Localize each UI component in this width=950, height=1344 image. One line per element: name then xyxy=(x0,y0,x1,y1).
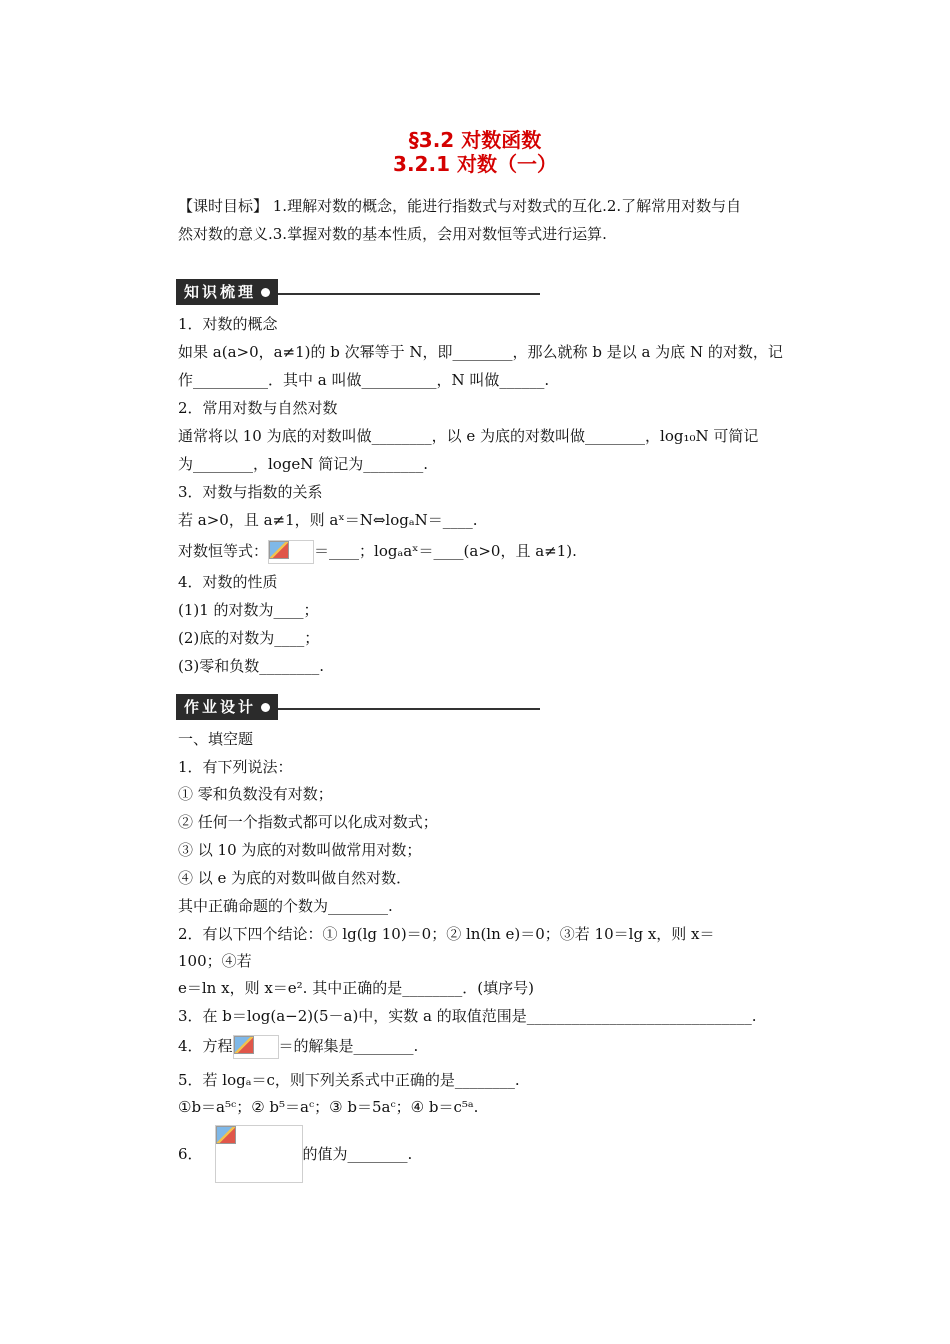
section-tag xyxy=(176,694,278,720)
knowledge-line: 1．对数的概念 xyxy=(178,315,278,333)
homework-line: 1．有下列说法： xyxy=(178,758,293,776)
identity-line xyxy=(178,540,577,564)
homework-line: ② 任何一个指数式都可以化成对数式； xyxy=(178,813,438,831)
section-title: §3.2 对数函数 xyxy=(408,128,542,152)
objectives-line-1: 【课时目标】 1.理解对数的概念，能进行指数式与对数式的互化.2.了解常用对数与自 xyxy=(178,197,742,215)
question-6-label: 6． xyxy=(178,1145,203,1163)
homework-line: ③ 以 10 为底的对数叫做常用对数； xyxy=(178,841,422,859)
question-4-label: 4．方程 xyxy=(178,1037,233,1055)
section-header-knowledge xyxy=(176,279,540,305)
homework-line: ① 零和负数没有对数； xyxy=(178,785,333,803)
dot-icon xyxy=(261,703,270,712)
divider xyxy=(278,293,540,295)
divider xyxy=(278,708,540,710)
identity-text: ＝____；logₐaˣ＝____(a>0，且 a≠1). xyxy=(314,542,577,560)
section-tag-label: 作业设计 xyxy=(184,698,257,716)
knowledge-line: 若 a>0，且 a≠1，则 aˣ＝N⇔logₐN＝____. xyxy=(178,511,478,529)
homework-line: 一、填空题 xyxy=(178,730,254,748)
image-icon xyxy=(234,1036,254,1054)
formula-image xyxy=(233,1035,279,1059)
image-icon xyxy=(269,541,289,559)
dot-icon xyxy=(261,288,270,297)
identity-label: 对数恒等式： xyxy=(178,542,269,560)
homework-line: 3．在 b＝log(a−2)(5－a)中，实数 a 的取值范围是______________________________. xyxy=(178,1007,757,1025)
homework-line: 5．若 logₐ＝c，则下列关系式中正确的是________. xyxy=(178,1071,520,1089)
homework-line: 2．有以下四个结论：① lg(lg 10)＝0；② ln(ln e)＝0；③若 10＝lg x，则 x＝ xyxy=(178,925,715,943)
formula-image xyxy=(268,540,314,564)
knowledge-line: 3．对数与指数的关系 xyxy=(178,483,323,501)
homework-line: ④ 以 e 为底的对数叫做自然对数． xyxy=(178,869,412,887)
section-header-homework xyxy=(176,694,540,720)
section-tag-label: 知识梳理 xyxy=(184,283,257,301)
knowledge-line: 4．对数的性质 xyxy=(178,573,278,591)
knowledge-line: (1)1 的对数为____； xyxy=(178,601,319,619)
homework-line: ①b＝a⁵ᶜ；② b⁵＝aᶜ；③ b＝5aᶜ；④ b＝c⁵ᵃ. xyxy=(178,1098,479,1116)
section-tag xyxy=(176,279,278,305)
homework-line: e＝ln x，则 x＝e². 其中正确的是________．(填序号) xyxy=(178,979,534,997)
objectives-line-2: 然对数的意义.3.掌握对数的基本性质，会用对数恒等式进行运算. xyxy=(178,225,607,243)
knowledge-line: 通常将以 10 为底的对数叫做________，以 e 为底的对数叫做________，log₁₀N 可简记 xyxy=(178,427,759,445)
question-6-text: 的值为________. xyxy=(302,1145,413,1163)
knowledge-line: 2．常用对数与自然对数 xyxy=(178,399,338,417)
knowledge-line: 为________，logeN 简记为________. xyxy=(178,455,428,473)
knowledge-line: (3)零和负数________. xyxy=(178,657,325,675)
knowledge-line: 作__________．其中 a 叫做__________，N 叫做______. xyxy=(178,371,550,389)
homework-line: 100；④若 xyxy=(178,952,252,970)
equation-line xyxy=(178,1035,418,1059)
homework-line: 其中正确命题的个数为________. xyxy=(178,897,393,915)
image-icon xyxy=(216,1126,236,1144)
section-subtitle: 3.2.1 对数（一） xyxy=(393,152,557,176)
question-6-line xyxy=(178,1125,412,1185)
knowledge-line: 如果 a(a>0，a≠1)的 b 次幂等于 N，即________，那么就称 b 是以 a 为底 N 的对数，记 xyxy=(178,343,783,361)
formula-image xyxy=(215,1125,303,1183)
question-4-text: ＝的解集是________. xyxy=(278,1037,419,1055)
knowledge-line: (2)底的对数为____； xyxy=(178,629,320,647)
